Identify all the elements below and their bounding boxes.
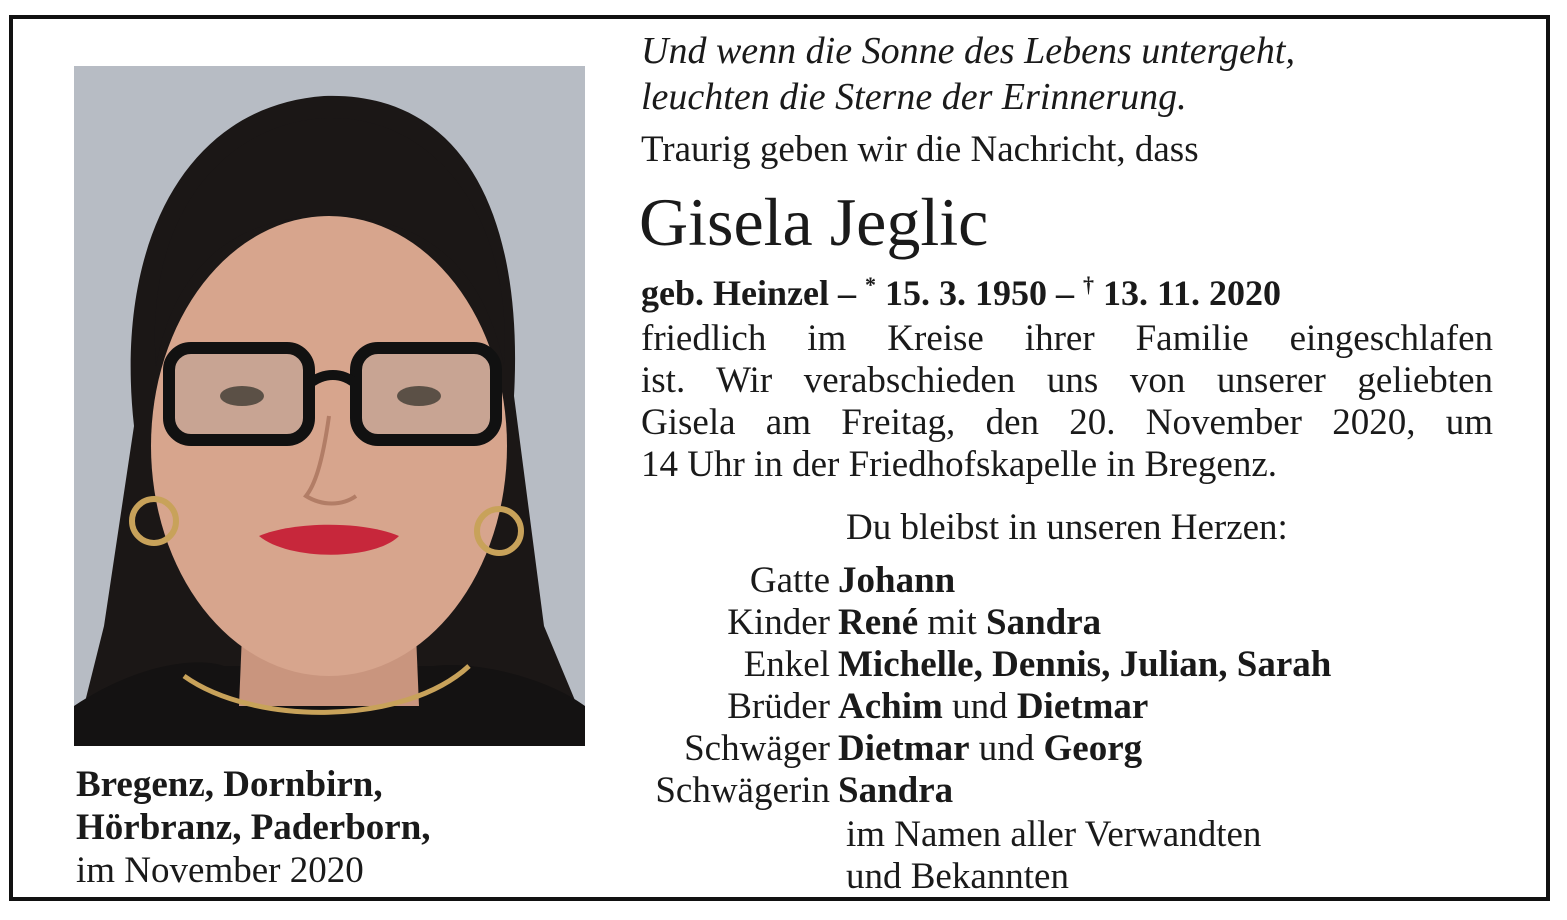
family-member-name: Dietmar xyxy=(1016,686,1149,727)
family-member-name: Achim xyxy=(838,686,943,727)
family-role: Enkel xyxy=(743,644,830,685)
closing-line-2: und Bekannten xyxy=(846,856,1069,897)
birth-date: 15. 3. 1950 xyxy=(884,273,1047,313)
family-row xyxy=(620,770,1331,812)
family-member-name: Georg xyxy=(1043,728,1143,769)
place-date-block xyxy=(76,763,431,892)
family-row xyxy=(620,686,1331,728)
family-role: Kinder xyxy=(727,602,830,643)
family-members xyxy=(838,770,953,812)
family-role: Schwäger xyxy=(684,728,830,769)
family-members xyxy=(838,602,1101,644)
place-line-3: im November 2020 xyxy=(76,850,364,891)
family-member-name: Sandra xyxy=(986,602,1102,643)
birth-death-line: geb. Heinzel – * 15. 3. 1950 – † 13. 11. 2020 xyxy=(641,272,1281,313)
remembrance-line: Du bleibst in unseren Herzen: xyxy=(846,507,1288,548)
maiden-name: geb. Heinzel xyxy=(641,273,829,313)
family-role: Brüder xyxy=(727,686,830,727)
family-connector: und xyxy=(969,728,1044,769)
family-connector: mit xyxy=(918,602,986,643)
place-line-2: Hörbranz, Paderborn, xyxy=(76,807,431,848)
family-members xyxy=(838,560,955,602)
family-role: Schwägerin xyxy=(655,770,830,811)
announcement-line: ist. Wir verabschieden uns von unserer geliebten xyxy=(641,360,1493,401)
announcement-line: 14 Uhr in der Friedhofskapelle in Bregenz. xyxy=(641,444,1278,485)
family-row xyxy=(620,602,1331,644)
family-member-name: Sandra xyxy=(838,770,954,811)
family-member-name: Michelle, Dennis, Julian, Sarah xyxy=(838,644,1332,685)
announcement-text xyxy=(641,318,1493,486)
closing-text xyxy=(846,814,1261,898)
portrait-photo xyxy=(74,66,585,746)
birth-symbol: * xyxy=(864,272,876,297)
family-row xyxy=(620,644,1331,686)
family-members xyxy=(838,686,1148,728)
deceased-name: Gisela Jeglic xyxy=(639,184,989,260)
death-symbol: † xyxy=(1082,272,1094,297)
announcement-line: friedlich im Kreise ihrer Familie eingeschlafen xyxy=(641,318,1493,359)
quote-line-1: Und wenn die Sonne des Lebens untergeht, xyxy=(641,30,1295,72)
family-list xyxy=(620,560,1331,812)
family-members xyxy=(838,728,1142,770)
memorial-quote xyxy=(641,28,1295,120)
quote-line-2: leuchten die Sterne der Erinnerung. xyxy=(641,76,1187,118)
death-date: 13. 11. 2020 xyxy=(1102,273,1281,313)
family-members xyxy=(838,644,1331,686)
family-row xyxy=(620,560,1331,602)
family-connector: und xyxy=(942,686,1017,727)
family-member-name: René xyxy=(838,602,919,643)
closing-line-1: im Namen aller Verwandten xyxy=(846,814,1262,855)
family-role: Gatte xyxy=(749,560,830,601)
announcement-line: Gisela am Freitag, den 20. November 2020, um xyxy=(641,402,1493,443)
place-line-1: Bregenz, Dornbirn, xyxy=(76,764,383,805)
family-member-name: Dietmar xyxy=(838,728,970,769)
family-member-name: Johann xyxy=(838,560,956,601)
family-row xyxy=(620,728,1331,770)
intro-text: Traurig geben wir die Nachricht, dass xyxy=(641,129,1199,170)
